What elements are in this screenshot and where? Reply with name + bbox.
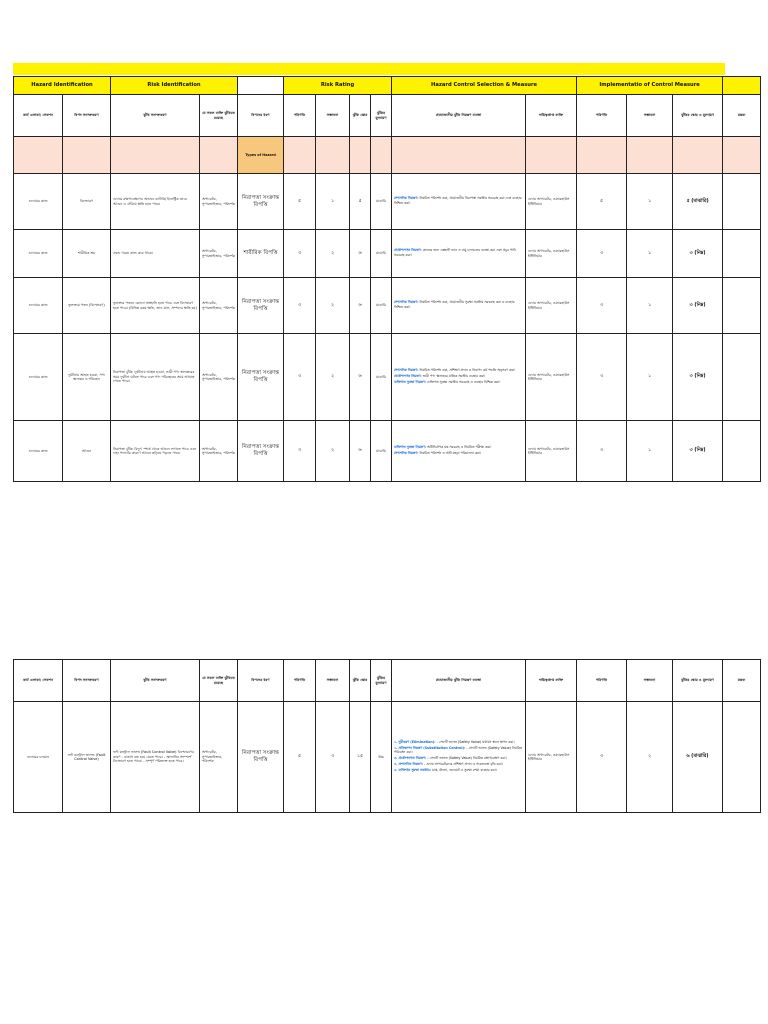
area-cell: গুদামের কাজ <box>14 230 63 278</box>
persons-cell: অপারেটর, সুপারভাইজার, পরিদর্শক <box>200 334 238 421</box>
risk-evaluation-cell: মাঝারি <box>371 334 392 421</box>
control-measure <box>394 196 523 204</box>
control-measure-text: নিয়মিত পরিদর্শন করা, প্রশিক্ষণ প্রদান ও নিরাপদ কর্ম পদ্ধতি অনুসরণ করা। <box>418 367 516 372</box>
section-hazard-control: Hazard Control Selection & Measure <box>392 77 577 95</box>
area-cell: গুদামের চলমান <box>14 702 63 813</box>
area-cell: গুদামের কাজ <box>14 174 63 230</box>
hazard-type-cell: শারীরিক বিপত্তি <box>238 230 284 278</box>
control-measure-label: ২. প্রতিস্থাপন নিয়ন্ত্রণ (Substitution Control): <box>394 745 466 750</box>
probability-cell: ৩ <box>316 702 350 813</box>
residual-consequence-cell: ৩ <box>577 334 627 421</box>
final-score-cell: ৬ (মাঝারি) <box>673 702 723 813</box>
column-header: ঝুঁকি স্কোর <box>350 660 371 702</box>
risk-cell: প্রচন্ড গরমে কাজ করে থাকে। <box>111 230 200 278</box>
residual-probability-cell: ১ <box>627 174 673 230</box>
control-measure <box>394 248 523 256</box>
residual-consequence-cell: ৩ <box>577 702 627 813</box>
control-measure-text: - সেফটি ভালভ (Safety Value) যথাযথ স্থানে স্থাপন করা। <box>435 739 515 744</box>
types-row-cell <box>350 137 371 174</box>
control-measure-text: নিয়মিত পরিদর্শন ও অগ্নি মহড়া পরিচালনা করা। <box>418 451 481 455</box>
types-of-hazard-label: Types of Hazard <box>238 137 284 174</box>
residual-probability-cell: ১ <box>627 230 673 278</box>
area-cell: গুদামের কাজ <box>14 334 63 421</box>
responsible-person-cell: গুদাম অপারেটর, ওয়্যারহাউস ইঞ্জিনিয়ার <box>526 702 577 813</box>
column-header: পরিণতি <box>284 95 316 137</box>
column-header: সম্ভাবনা <box>627 660 673 702</box>
residual-consequence-cell: ৩ <box>577 278 627 334</box>
control-measures-cell <box>392 230 526 278</box>
column-header: পরিণতি <box>577 660 627 702</box>
risk-cell: নিরাপত্তা ঝুঁকি: বিদ্যুৎ স্পার্ক থেকে আগুন লাগতে পারে এবং দাহ্য পদার্থের কারণে আগুন ছড়িয়ে পড়তে পারে। <box>111 421 200 482</box>
column-header: কার্য এলাকা/ সেকশন <box>14 660 63 702</box>
risk-evaluation-cell: উচ্চ <box>371 702 392 813</box>
types-row-cell <box>316 137 350 174</box>
control-measures-cell <box>392 174 526 230</box>
column-header: বিপদ সনাক্তকরণ <box>63 95 111 137</box>
control-measure-text: অগ্নিনির্বাপক যন্ত্র সরবরাহ ও নিয়মিত পরীক্ষা করা। <box>426 444 492 449</box>
types-row-cell <box>392 137 526 174</box>
control-measure-label: প্রকৌশলগত নিয়ন্ত্রণ: <box>394 373 422 378</box>
column-header: দায়িত্বপ্রাপ্ত ব্যক্তি <box>526 95 577 137</box>
section-hazard-identification: Hazard Identification <box>14 77 111 95</box>
consequence-cell: ৫ <box>284 174 316 230</box>
hazard-cell: দুর্ঘটনায় আহত হওয়া, পণ্য স্থানান্তর ও পরিবহন <box>63 334 111 421</box>
table-row <box>14 702 761 813</box>
residual-consequence-cell: ৩ <box>577 230 627 278</box>
consequence-cell: ৫ <box>284 702 316 813</box>
column-header-row <box>14 95 761 137</box>
final-score-cell: ৩ (নিম্ন) <box>673 334 723 421</box>
control-measure-label: প্রশাসনিক নিয়ন্ত্রণ: <box>394 300 419 305</box>
title-band <box>13 63 725 75</box>
column-header: যে সকল ব্যক্তি ঝুঁকিতে রয়েছে <box>200 95 238 137</box>
column-header: পরিণতি <box>577 95 627 137</box>
remarks-cell <box>723 421 761 482</box>
column-header: সম্ভাবনা <box>627 95 673 137</box>
control-measures-cell <box>392 421 526 482</box>
column-header: বিপদ সনাক্তকরণ <box>63 660 111 702</box>
risk-score-cell: ১৫ <box>350 702 371 813</box>
risk-score-cell: ৬ <box>350 278 371 334</box>
control-measure-label: প্রশাসনিক নিয়ন্ত্রণ: <box>394 367 419 372</box>
control-measure-label: প্রশাসনিক নিয়ন্ত্রণ: <box>394 451 419 455</box>
column-header: মন্তব্য <box>723 660 761 702</box>
control-measure-text: নিয়মিত পরিদর্শন করা, প্রয়োজনীয় সুরক্ষা সরঞ্জাম সরবরাহ করা ও ব্যবহার নিশ্চিত করা। <box>394 300 515 309</box>
hazard-type-cell: নিরাপত্তা সংক্রান্ত বিপত্তি <box>238 334 284 421</box>
types-row-cell <box>200 137 238 174</box>
final-score-cell: ৩ (নিম্ন) <box>673 421 723 482</box>
remarks-cell <box>723 334 761 421</box>
consequence-cell: ৩ <box>284 334 316 421</box>
column-header: ঝুঁকি সনাক্তকরণ <box>111 660 200 702</box>
column-header: বিপদের ধরণ <box>238 95 284 137</box>
persons-cell: অপারেটর, সুপারভাইজার, পরিদর্শক <box>200 421 238 482</box>
types-row-cell <box>627 137 673 174</box>
control-measure-text: ভারী পণ্য স্থানান্তরে যান্ত্রিক সরঞ্জাম ব্যবহার করা। <box>421 373 486 378</box>
section-implementation: Implementatio of Control Measure <box>577 77 723 95</box>
remarks-cell <box>723 174 761 230</box>
table-row <box>14 334 761 421</box>
persons-cell: অপারেটর, সুপারভাইজার, পরিদর্শক <box>200 174 238 230</box>
residual-consequence-cell: ৫ <box>577 174 627 230</box>
control-measure <box>394 762 523 766</box>
probability-cell: ২ <box>316 278 350 334</box>
final-score-cell: ৩ (নিম্ন) <box>673 230 723 278</box>
remarks-cell <box>723 230 761 278</box>
control-measure-label: ৪. প্রশাসনিক নিয়ন্ত্রণ: <box>394 762 423 767</box>
risk-cell: গুদামে রক্ষণাবেক্ষণের অভাবে ব্যাটারি/ ইলেক্ট্রিক তারে আগুন ও ধোঁয়ায় ক্ষতি হতে পারে। <box>111 174 200 230</box>
hazard-cell: আগুন <box>63 421 111 482</box>
table-row <box>14 278 761 334</box>
control-measure-text: - গুদাম অপারেটরদের প্রশিক্ষণ প্রদান ও সচেতনতা বৃদ্ধি করা। <box>422 762 503 767</box>
risk-assessment-table-2 <box>13 659 761 813</box>
control-measure-text: - সেফটি ভালভ (Safety Value) নিয়মিত রক্ষণাবেক্ষণ করা। <box>426 756 507 760</box>
residual-probability-cell: ১ <box>627 421 673 482</box>
column-header: ঝুঁকির মূল্যায়ণ <box>371 660 392 702</box>
control-measure-text: নিয়মিত পরিদর্শন করা, প্রয়োজনীয় নিরাপত্তা সরঞ্জাম সরবরাহ করা এবং ব্যবহার নিশ্চিত করা। <box>394 196 522 205</box>
column-header: যে সকল ব্যক্তি ঝুঁকিতে রয়েছে <box>200 660 238 702</box>
control-measure-label: ব্যক্তিগত সুরক্ষা নিয়ন্ত্রণ: <box>394 444 426 449</box>
risk-score-cell: ৫ <box>350 174 371 230</box>
residual-probability-cell: ১ <box>627 278 673 334</box>
persons-cell: অপারেটর, সুপারভাইজার, পরিদর্শক <box>200 278 238 334</box>
control-measure-label: ব্যক্তিগত সুরক্ষা নিয়ন্ত্রণ: <box>394 380 426 385</box>
control-measure <box>394 746 523 754</box>
types-row-cell <box>284 137 316 174</box>
control-measure-label: প্রশাসনিক নিয়ন্ত্রণ: <box>394 196 419 201</box>
area-cell: গুদামের কাজ <box>14 278 63 334</box>
risk-score-cell: ৬ <box>350 230 371 278</box>
types-row-cell <box>14 137 63 174</box>
section-blank <box>238 77 284 95</box>
risk-score-cell: ৬ <box>350 421 371 482</box>
column-header: ঝুঁকির মূল্যায়ণ <box>371 95 392 137</box>
control-measure <box>394 368 523 372</box>
hazard-cell: শারীরিক শ্রম <box>63 230 111 278</box>
section-risk-rating: Risk Rating <box>284 77 392 95</box>
column-header: পরিণতি <box>284 660 316 702</box>
final-score-cell: ৩ (নিম্ন) <box>673 278 723 334</box>
types-row-cell <box>63 137 111 174</box>
column-header: ঝুঁকির স্কোর ও মূল্যায়ণ <box>673 660 723 702</box>
residual-probability-cell: ২ <box>627 702 673 813</box>
section-last <box>723 77 761 95</box>
risk-score-cell: ৬ <box>350 334 371 421</box>
control-measure-text: - সেফটি ভালভ (Safety Value) নিয়মিত পরিবর্তন করা। <box>394 745 523 754</box>
control-measure <box>394 374 523 378</box>
control-measure-text: মাস্ক, গ্লাভস, হেলমেট ও সুরক্ষা চশমা ব্যবহার করা। <box>430 768 497 773</box>
control-measures-cell <box>392 334 526 421</box>
risk-assessment-table <box>13 76 761 482</box>
residual-probability-cell: ১ <box>627 334 673 421</box>
control-measure <box>394 300 523 308</box>
hazard-type-cell: নিরাপত্তা সংক্রান্ত বিপত্তি <box>238 702 284 813</box>
table-row <box>14 230 761 278</box>
hazard-type-cell: নিরাপত্তা সংক্রান্ত বিপত্তি <box>238 278 284 334</box>
risk-cell: নিরাপত্তা ঝুঁকি: দুর্ঘটনায় আহত হওয়া, ভারী পণ্য স্থানান্তরের সময় দুর্ঘটনা ঘটতে পারে এবং পণ্য পরিবহনের সময় আঘাত পেতে পারে। <box>111 334 200 421</box>
risk-evaluation-cell: মাঝারি <box>371 421 392 482</box>
remarks-cell <box>723 702 761 813</box>
types-row-cell <box>111 137 200 174</box>
area-cell: গুদামের কাজ <box>14 421 63 482</box>
risk-cell: ভুলক্রমে পতনে কোনো অঙ্গহানি হতে পারে এবং বিস্ফোরণ হতে পারে। (বিভিন্ন রকম ক্ষতি, জান মাল, সম্পদের ক্ষতি হয়) <box>111 278 200 334</box>
responsible-person-cell: গুদাম অপারেটর, ওয়্যারহাউস ইঞ্জিনিয়ার <box>526 230 577 278</box>
column-header: ঝুঁকি সনাক্তকরণ <box>111 95 200 137</box>
section-risk-identification: Risk Identification <box>111 77 238 95</box>
table-row <box>14 174 761 230</box>
control-measure <box>394 451 523 455</box>
control-measure <box>394 756 523 760</box>
column-header: দায়িত্বপ্রাপ্ত ব্যক্তি <box>526 660 577 702</box>
probability-cell: ১ <box>316 174 350 230</box>
column-header: সম্ভাবনা <box>316 95 350 137</box>
column-header: কার্য এলাকা/ সেকশন <box>14 95 63 137</box>
final-score-cell: ৫ (মাঝারি) <box>673 174 723 230</box>
persons-cell: অপারেটর, সুপারভাইজার, পরিদর্শক <box>200 702 238 813</box>
types-row-cell <box>526 137 577 174</box>
column-header: ঝুঁকি স্কোর <box>350 95 371 137</box>
column-header: বিপদের ধরণ <box>238 660 284 702</box>
risk-evaluation-cell: মাঝারি <box>371 230 392 278</box>
consequence-cell: ৩ <box>284 278 316 334</box>
responsible-person-cell: গুদাম অপারেটর, ওয়্যারহাউস ইঞ্জিনিয়ার <box>526 174 577 230</box>
control-measure-label: প্রকৌশলগত নিয়ন্ত্রণ: <box>394 248 422 253</box>
column-header: প্রযোজ্যনীয় ঝুঁকি নিয়ন্ত্রণ ব্যবস্থা <box>392 660 526 702</box>
control-measure-label: ৫. ব্যক্তিগত সুরক্ষা সরঞ্জাম: <box>394 768 431 773</box>
types-row-cell <box>723 137 761 174</box>
control-measure-label: ৩. প্রকৌশলগত নিয়ন্ত্রণ: <box>394 756 427 760</box>
control-measure <box>394 740 523 744</box>
responsible-person-cell: গুদাম অপারেটর, ওয়্যারহাউস ইঞ্জিনিয়ার <box>526 334 577 421</box>
section-header-row <box>14 77 761 95</box>
control-measures-cell <box>392 278 526 334</box>
control-measure <box>394 445 523 449</box>
control-measure-text: কাজের জন্য এক্সহস্ট ফ্যান ও বায়ু চলাচলের ব্যবস্থা করা এবং প্রচুর পানি সরবরাহ করা। <box>394 248 516 257</box>
control-measure <box>394 768 523 772</box>
control-measure-label: ১. দূরীকরণ (Elimination): <box>394 739 436 744</box>
hazard-cell: ফল্ট কন্ট্রোল ভালভ (Fault Control Valve) <box>63 702 111 813</box>
residual-consequence-cell: ৩ <box>577 421 627 482</box>
table-row <box>14 421 761 482</box>
column-header: প্রযোজ্যনীয় ঝুঁকি নিয়ন্ত্রণ ব্যবস্থা <box>392 95 526 137</box>
hazard-type-cell: নিরাপত্তা সংক্রান্ত বিপত্তি <box>238 421 284 482</box>
column-header-row-2 <box>14 660 761 702</box>
control-measure-text: ব্যক্তিগত সুরক্ষা সরঞ্জাম সরবরাহ ও ব্যবহার নিশ্চিত করা। <box>426 380 501 385</box>
responsible-person-cell: গুদাম অপারেটর, ওয়্যারহাউস ইঞ্জিনিয়ার <box>526 421 577 482</box>
probability-cell: ২ <box>316 334 350 421</box>
hazard-rows-2 <box>14 702 761 813</box>
column-header: সম্ভাবনা <box>316 660 350 702</box>
types-row <box>14 137 761 174</box>
column-header: ঝুঁকির স্কোর ও মূল্যায়ণ <box>673 95 723 137</box>
column-header: মন্তব্য <box>723 95 761 137</box>
responsible-person-cell: গুদাম অপারেটর, ওয়্যারহাউস ইঞ্জিনিয়ার <box>526 278 577 334</box>
risk-evaluation-cell: মাঝারি <box>371 278 392 334</box>
persons-cell: অপারেটর, সুপারভাইজার, পরিদর্শক <box>200 230 238 278</box>
hazard-type-cell: নিরাপত্তা সংক্রান্ত বিপত্তি <box>238 174 284 230</box>
hazard-cell: ভুলক্রমে পতন (বিস্ফোরণ) <box>63 278 111 334</box>
hazard-rows <box>14 174 761 482</box>
risk-evaluation-cell: মাঝারি <box>371 174 392 230</box>
types-row-cell <box>577 137 627 174</box>
probability-cell: ২ <box>316 230 350 278</box>
consequence-cell: ৩ <box>284 421 316 482</box>
types-row-cell <box>673 137 723 174</box>
hazard-cell: বিস্ফোরণ <box>63 174 111 230</box>
types-row-cell <box>371 137 392 174</box>
control-measures-cell <box>392 702 526 813</box>
consequence-cell: ৩ <box>284 230 316 278</box>
risk-cell: ফল্ট কন্ট্রোল ভালভ (Fault Control Valve) বিস্ফোরণের কারণ - বাতাস বন্ধ হয়ে যেতে পারে। - জ্বালানির সংস্পর্শে বিস্ফোরণ হতে পারে। - সম্পূর্ণ পরিত্যক্ত হতে পারে। <box>111 702 200 813</box>
remarks-cell <box>723 278 761 334</box>
control-measure <box>394 380 523 384</box>
probability-cell: ২ <box>316 421 350 482</box>
